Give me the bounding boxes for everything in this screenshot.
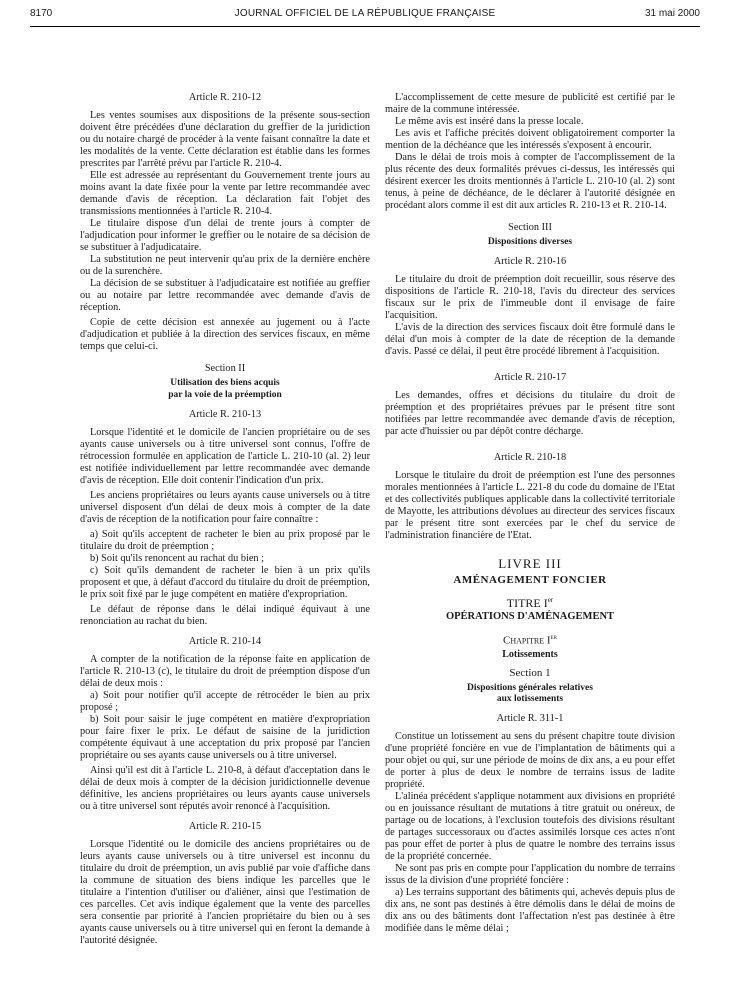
paragraph: Lorsque le titulaire du droit de préemption est l'une des personnes morales mentionnées à l'article L. 221-8 du code du domaine de l'Etat et des collectivités publiques applicable dans la collectivité territoriale de Mayotte, les attributions dévolues au directeur des services fiscaux par le présent titre sont exercées par le chef du service de l'administration financière de l'Etat. bbox=[385, 470, 675, 541]
article-heading: Article R. 210-16 bbox=[493, 256, 567, 267]
paragraph: Les avis et l'affiche précités doivent obligatoirement comporter la mention de la déchéance que les intéressés s'exposent à encourir. bbox=[385, 128, 675, 151]
paragraph: a) Soit pour notifier qu'il accepte de rétrocéder le bien au prix proposé ; bbox=[80, 690, 370, 713]
left-column bbox=[80, 92, 370, 947]
journal-title: JOURNAL OFFICIEL DE LA RÉPUBLIQUE FRANÇAISE bbox=[234, 8, 496, 19]
article-heading: Article R. 210-18 bbox=[493, 452, 567, 463]
article-heading: Article R. 210-17 bbox=[493, 372, 567, 383]
paragraph: Elle est adressée au représentant du Gouvernement trente jours au moins avant la date fixée pour la vente par lettre recommandée avec demande d'avis de réception. La déclaration fait l'objet des transmissions mentionnées à l'article R. 210-4. bbox=[80, 170, 370, 217]
paragraph: b) Soit qu'ils renoncent au rachat du bien ; bbox=[90, 553, 264, 564]
book-heading: LIVRE III bbox=[498, 556, 562, 571]
issue-date: 31 mai 2000 bbox=[644, 8, 700, 19]
article-heading: Article R. 311-1 bbox=[496, 712, 564, 724]
section-heading: Section III bbox=[508, 222, 552, 233]
page-header bbox=[30, 8, 700, 22]
section-subtitle: Dispositions diverses bbox=[487, 237, 573, 247]
paragraph: Dans le délai de trois mois à compter de l'accomplissement de la plus récente des deux formalités prévues ci-dessus, les intéressés qui désirent exercer les droits mentionnés à l'article L. 210-10 (al. 2) sont tenus, à peine de déchéance, de le déclarer à l'autorité désignée en procédant alors comme il est dit aux articles R. 210-13 et R. 210-14. bbox=[385, 152, 675, 211]
article-heading: Article R. 210-15 bbox=[188, 821, 262, 832]
chapter-title: Lotissements bbox=[502, 648, 558, 660]
paragraph: Le même avis est inséré dans la presse locale. bbox=[395, 116, 584, 127]
section-heading: Section II bbox=[204, 363, 246, 374]
section-heading: Section 1 bbox=[509, 666, 551, 679]
article-heading: Article R. 210-12 bbox=[188, 92, 262, 103]
paragraph: Le titulaire dispose d'un délai de trente jours à compter de l'adjudication pour informer le greffier ou le notaire de sa décision de se substituer à l'adjudicataire. bbox=[80, 218, 370, 253]
title-heading: TITRE Ier bbox=[506, 596, 554, 610]
chapter-heading: Chapitre Ier bbox=[503, 633, 557, 647]
paragraph: Les ventes soumises aux dispositions de la présente sous-section doivent être précédées d'une déclaration du greffier de la juridiction ou du notaire chargé de procéder à la vente faisant connaître la date et les modalités de la vente. Cette déclaration est établie dans les formes prescrites par l'arrêté prévu par l'article R. 210-4. bbox=[80, 110, 370, 169]
section-subtitle: aux lotissements bbox=[496, 693, 564, 704]
paragraph: L'avis de la direction des services fiscaux doit être formulé dans le délai d'un mois à compter de la date de réception de la demande d'avis. Passé ce délai, il peut être procédé librement à l'acquisition. bbox=[385, 322, 675, 357]
paragraph: a) Soit qu'ils acceptent de racheter le bien au prix proposé par le titulaire du droit de préemption ; bbox=[80, 529, 370, 552]
paragraph: a) Les terrains supportant des bâtiments qui, achevés depuis plus de dix ans, ne sont pas destinés à être démolis dans le délai de moins de dix ans ou des bâtiments dont l'affectation n'est pas destinée à être modifiée dans le même délai ; bbox=[385, 886, 675, 934]
right-column bbox=[385, 92, 675, 935]
paragraph: Constitue un lotissement au sens du présent chapitre toute division d'une propriété foncière en vue de l'implantation de bâtiments qui a pour objet ou qui, sur une période de moins de dix ans, a eu pour effet de porter à plus de deux le nombre de terrains issus de ladite propriété. bbox=[385, 730, 675, 790]
paragraph: La décision de se substituer à l'adjudicataire est notifiée au greffier ou au notaire par lettre recommandée avec demande d'avis de réception. bbox=[80, 278, 370, 313]
paragraph: Ainsi qu'il est dit à l'article L. 210-8, à défaut d'acceptation dans le délai de deux mois à compter de la décision juridictionnelle devenue définitive, les anciens propriétaires ou leurs ayants cause universels ou à titre universel sont réputés avoir renoncé à l'acquisition. bbox=[80, 765, 370, 812]
paragraph: La substitution ne peut intervenir qu'au prix de la dernière enchère ou de la surenchère. bbox=[80, 254, 370, 277]
title-name: OPÉRATIONS D'AMÉNAGEMENT bbox=[445, 611, 615, 622]
paragraph: A compter de la notification de la réponse faite en application de l'article R. 210-13 (c), le titulaire du droit de préemption dispose d'un délai de deux mois : bbox=[80, 654, 370, 689]
paragraph: L'accomplissement de cette mesure de publicité est certifié par le maire de la commune intéressée. bbox=[385, 92, 675, 115]
paragraph: Le titulaire du droit de préemption doit recueillir, sous réserve des dispositions de l'article R. 210-18, l'avis du directeur des services fiscaux sur le prix de l'immeuble dont il envisage de faire l'acquisition. bbox=[385, 274, 675, 321]
header-rule bbox=[30, 26, 700, 27]
paragraph: b) Soit pour saisir le juge compétent en matière d'expropriation pour faire fixer le prix. Le défaut de saisine de la juridiction compétente équivaut à une acceptation du prix proposé par l'ancien propriétaire ou ses ayants cause universels ou à titre universel. bbox=[80, 714, 370, 761]
book-title: AMÉNAGEMENT FONCIER bbox=[453, 574, 607, 586]
paragraph: c) Soit qu'ils demandent de racheter le bien à un prix qu'ils proposent et que, à défaut d'accord du titulaire du droit de préemption, le prix soit fixé par le juge compétent en matière d'expropriation. bbox=[80, 565, 370, 600]
section-subtitle: par la voie de la préemption bbox=[168, 390, 282, 400]
paragraph: Les anciens propriétaires ou leurs ayants cause universels ou à titre universel disposent d'un délai de deux mois à compter de la date d'avis de réception de la notification pour faire connaître : bbox=[80, 490, 370, 525]
page-number: 8170 bbox=[30, 8, 53, 19]
paragraph: Lorsque l'identité et le domicile de l'ancien propriétaire ou de ses ayants cause universels ou à titre universel sont connus, l'offre de rétrocession formulée en application de l'article L. 210-10 (al. 2) leur est notifiée individuellement par lettre recommandée avec demande d'avis de réception. Elle doit contenir l'indication d'un prix. bbox=[80, 427, 370, 486]
paragraph: Copie de cette décision est annexée au jugement ou à l'acte d'adjudication et publiée à la direction des services fiscaux, en même temps que celui-ci. bbox=[80, 317, 370, 352]
paragraph: Ne sont pas pris en compte pour l'application du nombre de terrains issus de la division d'une propriété foncière : bbox=[385, 862, 675, 886]
paragraph: L'alinéa précédent s'applique notamment aux divisions en propriété ou en jouissance résultant de mutations à titre gratuit ou onéreux, de partage ou de locations, à l'exclusion toutefois des divisions résultant de partages successoraux ou d'actes assimilés lorsque ces actes n'ont pas pour effet de porter à plus de quatre le nombre des terrains issus de la propriété concernée. bbox=[385, 790, 675, 862]
section-subtitle: Dispositions générales relatives bbox=[467, 682, 593, 693]
paragraph: Le défaut de réponse dans le délai indiqué équivaut à une renonciation au rachat du bien. bbox=[80, 604, 370, 627]
article-heading: Article R. 210-13 bbox=[188, 409, 262, 420]
paragraph: Les demandes, offres et décisions du titulaire du droit de préemption et des propriétaires prévues par le présent titre sont notifiées par lettre recommandée avec demande d'avis de réception, par acte d'huissier ou par dépôt contre décharge. bbox=[385, 390, 675, 437]
section-subtitle: Utilisation des biens acquis bbox=[170, 378, 280, 388]
paragraph: Lorsque l'identité ou le domicile des anciens propriétaires ou de leurs ayants cause universels ou à titre universel est inconnu du titulaire du droit de préemption, un avis publié par voie d'affiche dans la commune de situation des biens indique les parcelles que le titulaire a l'intention d'utiliser ou d'aliéner, ainsi que l'estimation de ces parcelles. Cet avis indique également que la vente des parcelles sera consentie par priorité à l'ancien propriétaire du bien ou à ses ayants cause universels ou à titre universel qui en feront la demande à l'autorité désignée. bbox=[80, 839, 370, 946]
article-heading: Article R. 210-14 bbox=[188, 636, 262, 647]
